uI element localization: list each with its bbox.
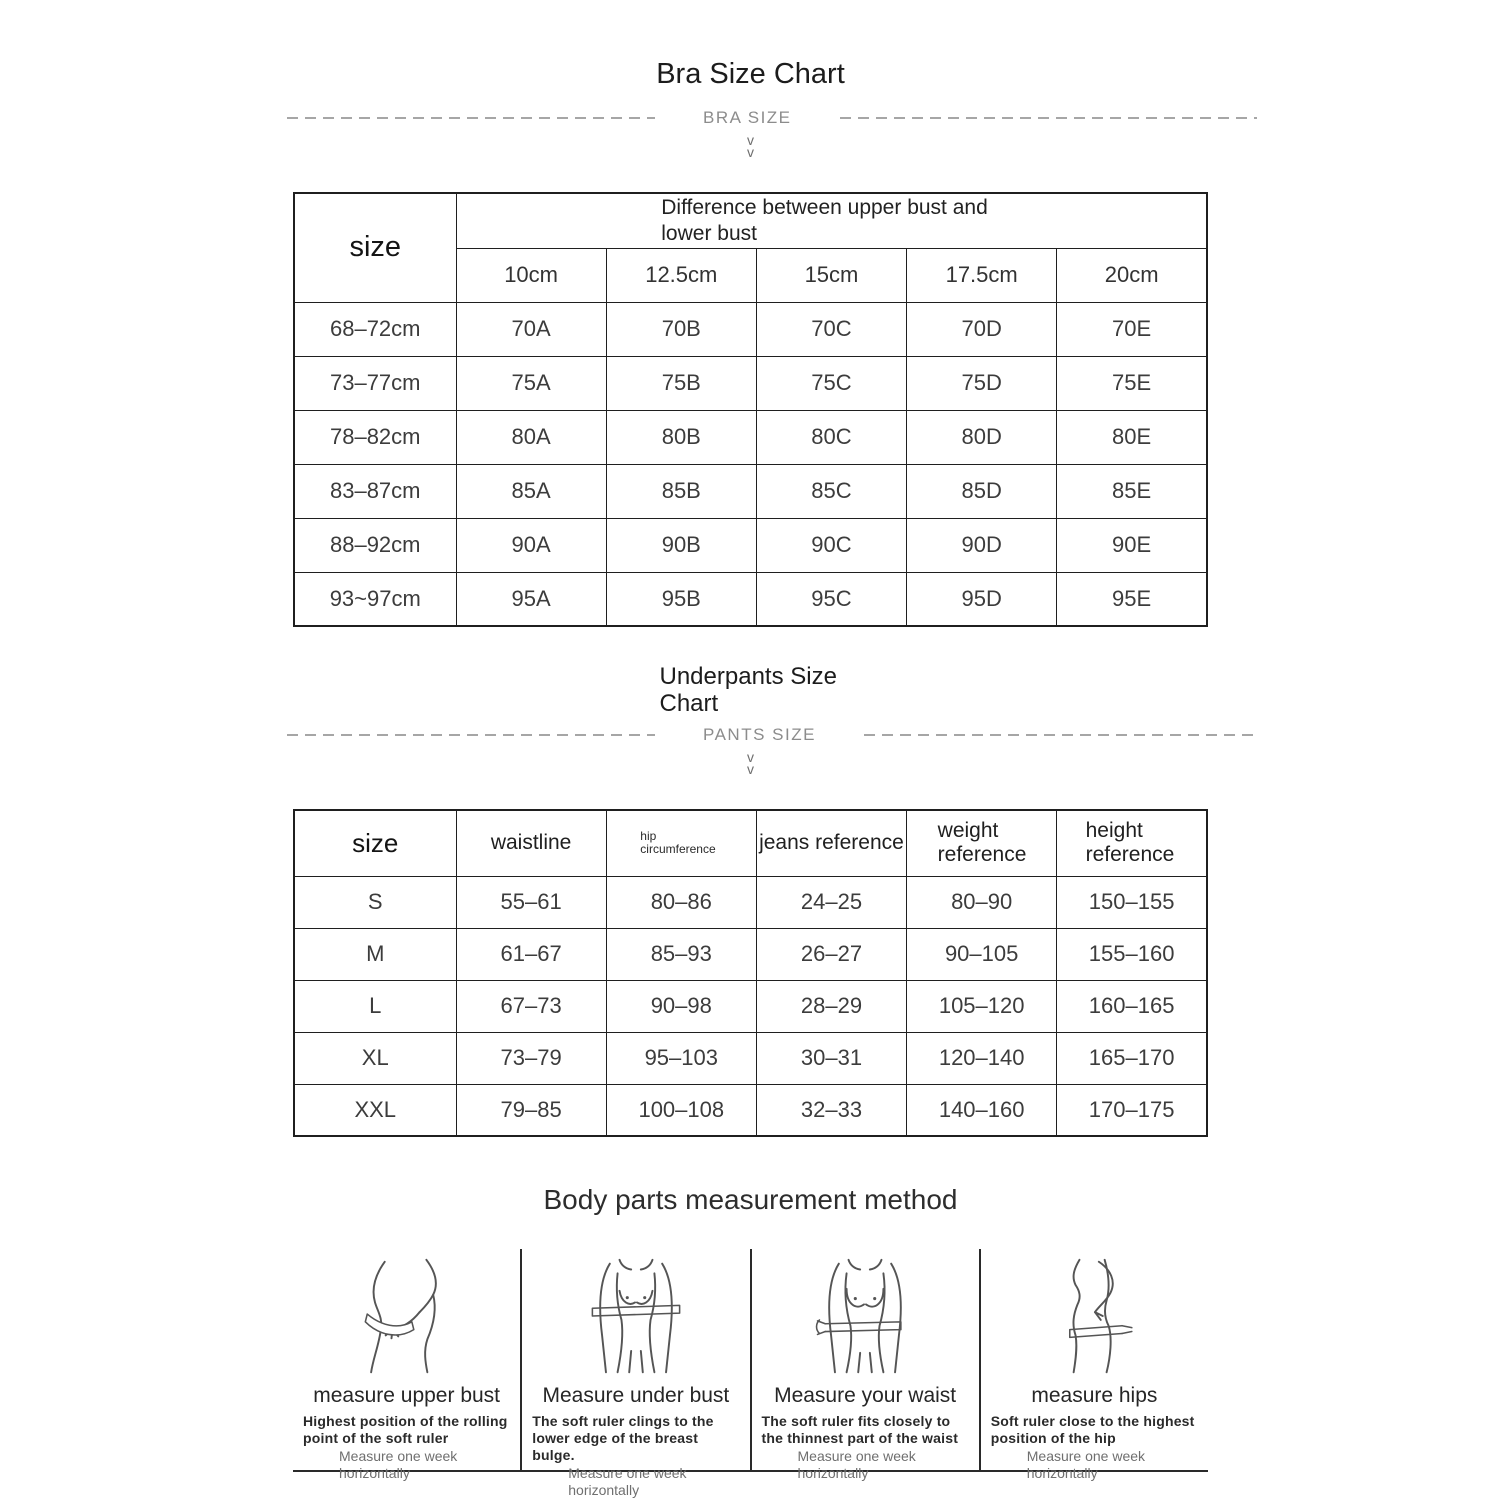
panel-title: measure upper bust <box>313 1384 501 1407</box>
pants-size-corner-header: size <box>294 810 456 876</box>
table-cell: 90C <box>756 518 906 572</box>
table-cell: 95E <box>1057 572 1207 626</box>
table-cell: 105–120 <box>907 980 1057 1032</box>
panel-note: Measure one week horizontally <box>797 1448 916 1481</box>
table-cell: 85C <box>756 464 906 518</box>
column-header: 15cm <box>756 248 906 302</box>
measurement-section-title: Body parts measurement method <box>543 1184 958 1215</box>
bra-size-corner-header: size <box>294 193 456 302</box>
table-row <box>294 356 1207 410</box>
panel-note: Measure one week horizontally <box>339 1448 458 1481</box>
panel-title: Measure your waist <box>774 1384 957 1407</box>
table-cell: 24–25 <box>756 876 906 928</box>
pants-banner-label: PANTS SIZE <box>703 725 816 744</box>
table-row <box>294 302 1207 356</box>
table-cell: 61–67 <box>456 928 606 980</box>
table-cell: 165–170 <box>1057 1032 1207 1084</box>
column-header: 17.5cm <box>907 248 1057 302</box>
table-cell: 78–82cm <box>294 410 456 464</box>
table-cell: 93~97cm <box>294 572 456 626</box>
table-cell: 80B <box>606 410 756 464</box>
dashed-line <box>287 117 655 119</box>
table-row <box>294 1032 1207 1084</box>
table-cell: 75D <box>907 356 1057 410</box>
dashed-line <box>287 734 655 736</box>
measurement-panel-under-bust <box>520 1249 749 1498</box>
table-cell: 90–105 <box>907 928 1057 980</box>
measurement-panel-waist <box>750 1249 979 1481</box>
table-cell: 95A <box>456 572 606 626</box>
panel-description: Highest position of the rolling point of the soft ruler <box>303 1413 508 1446</box>
table-cell: 30–31 <box>756 1032 906 1084</box>
pants-table-body <box>294 876 1207 1136</box>
table-cell: 160–165 <box>1057 980 1207 1032</box>
table-cell: 95D <box>907 572 1057 626</box>
table-cell: 80–90 <box>907 876 1057 928</box>
table-cell: 32–33 <box>756 1084 906 1136</box>
dashed-line <box>864 734 1257 736</box>
table-cell: 100–108 <box>606 1084 756 1136</box>
dashed-line <box>840 117 1257 119</box>
table-cell: S <box>294 876 456 928</box>
panel-title: measure hips <box>1031 1384 1158 1407</box>
table-cell: 68–72cm <box>294 302 456 356</box>
table-cell: 80C <box>756 410 906 464</box>
column-header: 20cm <box>1057 248 1207 302</box>
table-cell: 88–92cm <box>294 518 456 572</box>
bra-table-header-row <box>294 193 1207 248</box>
pants-table-header-row <box>294 810 1207 876</box>
pants-banner-divider <box>287 725 1257 745</box>
table-row <box>294 980 1207 1032</box>
column-header: 10cm <box>456 248 606 302</box>
table-cell: 75A <box>456 356 606 410</box>
column-header-height-reference: height reference <box>1057 810 1207 876</box>
table-cell: 95B <box>606 572 756 626</box>
measurement-panel-upper-bust <box>293 1249 520 1481</box>
table-cell: 85A <box>456 464 606 518</box>
table-cell: 85–93 <box>606 928 756 980</box>
measurement-panel-hips <box>979 1249 1208 1481</box>
table-cell: 80D <box>907 410 1057 464</box>
chevron-down-icon: v v <box>747 132 754 160</box>
table-cell: 67–73 <box>456 980 606 1032</box>
table-cell: 80E <box>1057 410 1207 464</box>
table-cell: 70B <box>606 302 756 356</box>
pants-section-title: Underpants Size Chart <box>659 663 837 717</box>
panel-description: Soft ruler close to the highest position of the hip <box>990 1413 1195 1446</box>
chevron-down-icon: v v <box>747 749 754 777</box>
bra-span-header: Difference between upper bust and lower bust <box>661 195 988 245</box>
panel-note: Measure one week horizontally <box>1026 1448 1146 1481</box>
table-cell: 90E <box>1057 518 1207 572</box>
column-header-hip-circumference: hip circumference <box>606 810 756 876</box>
table-cell: 70A <box>456 302 606 356</box>
panel-note: Measure one week horizontally <box>568 1465 687 1498</box>
panel-description: The soft ruler clings to the lower edge of the breast bulge. <box>532 1413 714 1463</box>
table-row <box>294 518 1207 572</box>
hips-figure-icon <box>981 1253 1208 1381</box>
table-cell: 120–140 <box>907 1032 1057 1084</box>
table-cell: XXL <box>294 1084 456 1136</box>
measurement-panels <box>293 1249 1208 1498</box>
table-cell: 95–103 <box>606 1032 756 1084</box>
table-cell: 28–29 <box>756 980 906 1032</box>
waist-figure-icon <box>752 1253 979 1381</box>
upper-bust-figure-icon <box>293 1253 520 1381</box>
table-cell: M <box>294 928 456 980</box>
table-row <box>294 464 1207 518</box>
table-cell: 90A <box>456 518 606 572</box>
table-cell: 90–98 <box>606 980 756 1032</box>
content-column <box>293 0 1208 1498</box>
table-row <box>294 410 1207 464</box>
panel-description: The soft ruler fits closely to the thinnest part of the waist <box>761 1413 959 1446</box>
table-cell: 85E <box>1057 464 1207 518</box>
table-cell: 75B <box>606 356 756 410</box>
table-cell: 80A <box>456 410 606 464</box>
table-cell: 70C <box>756 302 906 356</box>
table-cell: L <box>294 980 456 1032</box>
column-header-waistline: waistline <box>456 810 606 876</box>
table-cell: 95C <box>756 572 906 626</box>
table-row <box>294 928 1207 980</box>
table-cell: 75E <box>1057 356 1207 410</box>
table-cell: 73–79 <box>456 1032 606 1084</box>
column-header-weight-reference: weight reference <box>907 810 1057 876</box>
underpants-size-table <box>293 809 1208 1137</box>
column-header: 12.5cm <box>606 248 756 302</box>
table-cell: 70D <box>907 302 1057 356</box>
table-cell: 150–155 <box>1057 876 1207 928</box>
table-cell: XL <box>294 1032 456 1084</box>
panel-title: Measure under bust <box>542 1384 730 1407</box>
bra-banner-divider <box>287 108 1257 128</box>
table-cell: 140–160 <box>907 1084 1057 1136</box>
table-cell: 79–85 <box>456 1084 606 1136</box>
table-cell: 83–87cm <box>294 464 456 518</box>
table-cell: 73–77cm <box>294 356 456 410</box>
table-cell: 55–61 <box>456 876 606 928</box>
table-row <box>294 1084 1207 1136</box>
bra-section-title: Bra Size Chart <box>656 58 845 90</box>
bra-size-table <box>293 192 1208 627</box>
under-bust-figure-icon <box>522 1253 749 1381</box>
bra-table-body <box>294 302 1207 626</box>
table-cell: 26–27 <box>756 928 906 980</box>
table-cell: 170–175 <box>1057 1084 1207 1136</box>
table-cell: 75C <box>756 356 906 410</box>
table-cell: 155–160 <box>1057 928 1207 980</box>
table-cell: 70E <box>1057 302 1207 356</box>
table-row <box>294 876 1207 928</box>
table-cell: 80–86 <box>606 876 756 928</box>
column-header-jeans-reference: jeans reference <box>756 810 906 876</box>
table-cell: 90B <box>606 518 756 572</box>
bra-span-header-cell <box>456 193 1207 248</box>
bra-banner-label: BRA SIZE <box>703 108 792 127</box>
table-cell: 85D <box>907 464 1057 518</box>
table-cell: 85B <box>606 464 756 518</box>
table-cell: 90D <box>907 518 1057 572</box>
table-row <box>294 572 1207 626</box>
